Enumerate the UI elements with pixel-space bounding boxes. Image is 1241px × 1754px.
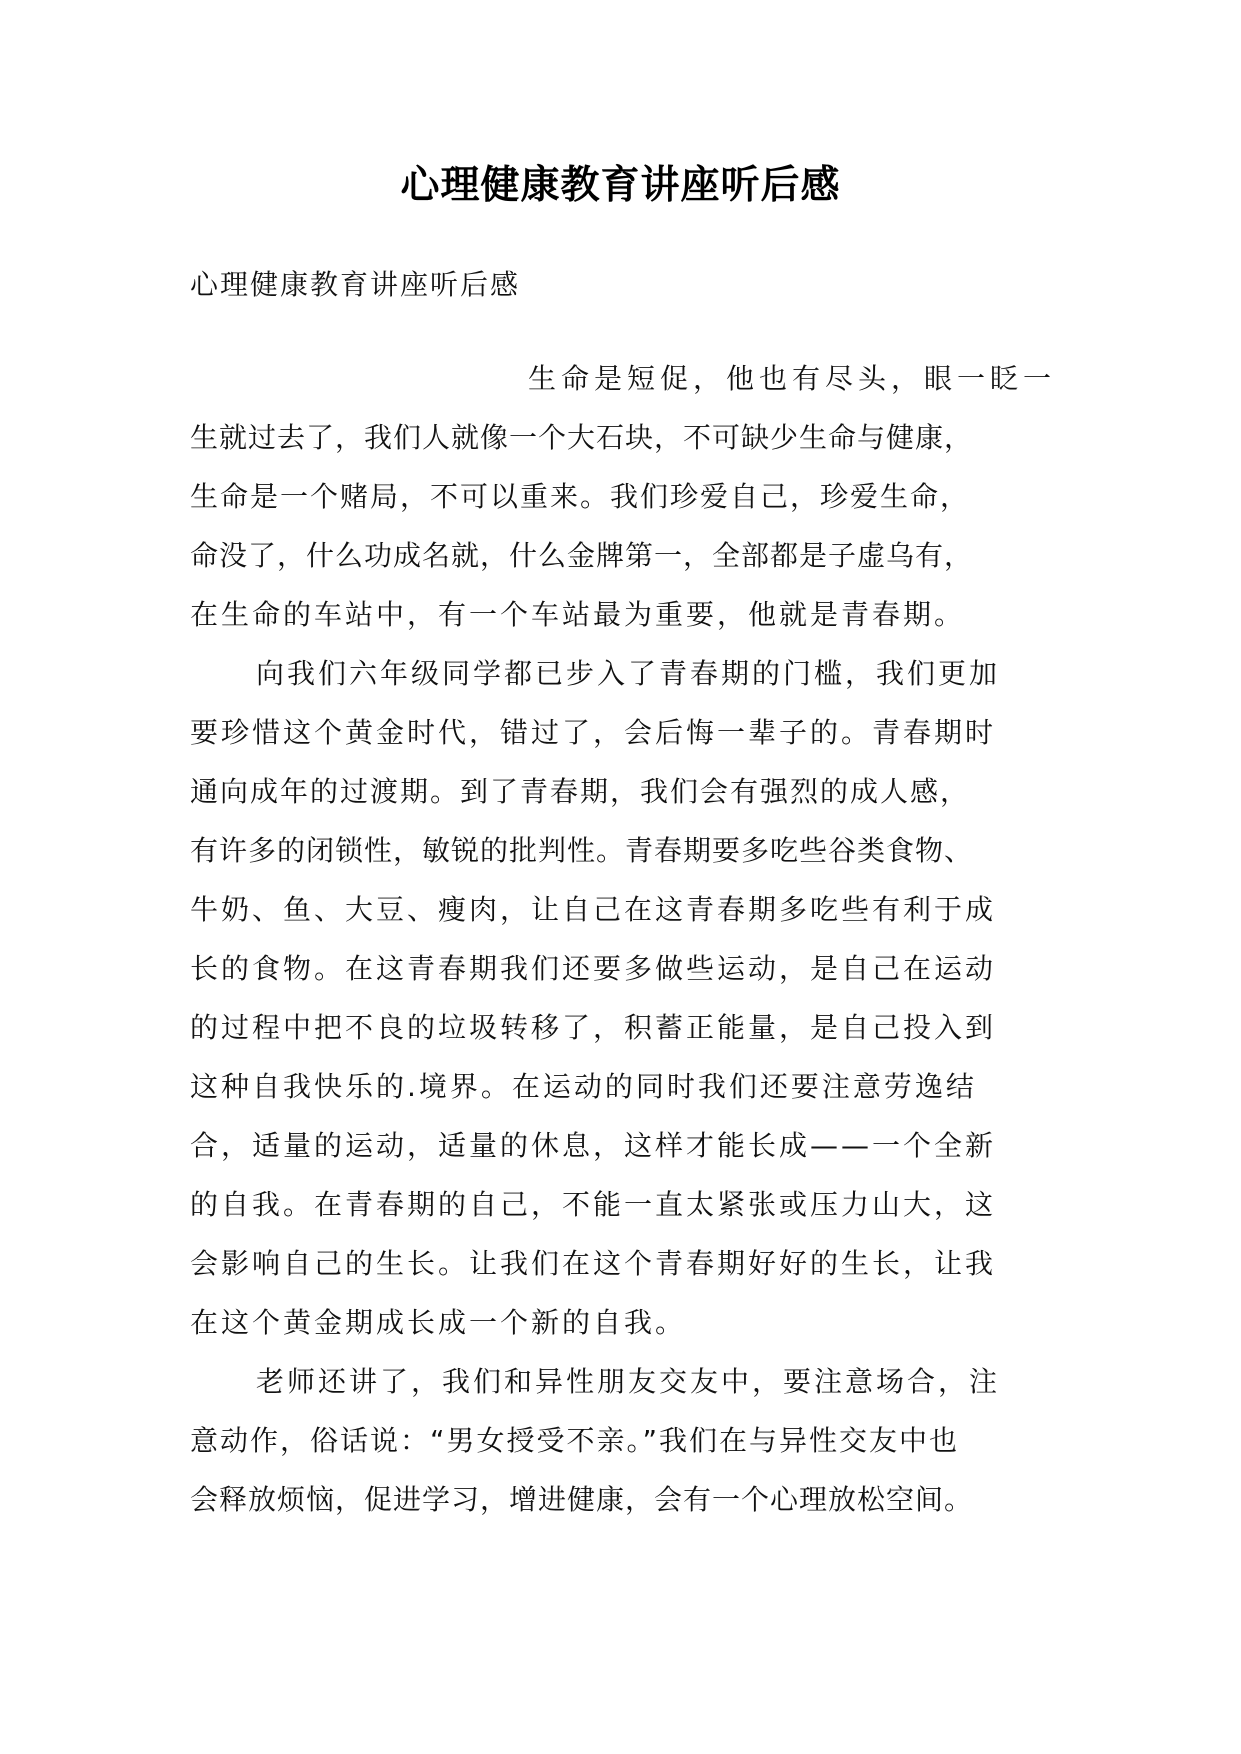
body-line: 通向成年的过渡期。到了青春期，我们会有强烈的成人感，	[190, 775, 971, 808]
body-line: 在生命的车站中，有一个车站最为重要，他就是青春期。	[190, 598, 966, 631]
body-line: 生命是一个赌局，不可以重来。我们珍爱自己，珍爱生命，	[190, 480, 971, 513]
body-line: 会影响自己的生长。让我们在这个青春期好好的生长，让我	[190, 1247, 997, 1280]
body-line: 要珍惜这个黄金时代，错过了，会后悔一辈子的。青春期时	[190, 716, 997, 749]
body-line: 生就过去了，我们人就像一个大石块，不可缺少生命与健康，	[190, 421, 974, 454]
document-subtitle: 心理健康教育讲座听后感	[190, 268, 521, 301]
body-line: 长的食物。在这青春期我们还要多做些运动，是自己在运动	[190, 952, 997, 985]
body-line: 意动作，俗话说：“男女授受不亲。”我们在与异性交友中也	[190, 1424, 960, 1457]
document-title: 心理健康教育讲座听后感	[400, 162, 841, 208]
body-line: 的过程中把不良的垃圾转移了，积蓄正能量，是自己投入到	[190, 1011, 997, 1044]
body-line: 有许多的闭锁性，敏锐的批判性。青春期要多吃些谷类食物、	[190, 834, 974, 867]
body-line: 的自我。在青春期的自己，不能一直太紧张或压力山大，这	[190, 1188, 997, 1221]
body-line: 在这个黄金期成长成一个新的自我。	[190, 1306, 687, 1339]
body-line: 这种自我快乐的.境界。在运动的同时我们还要注意劳逸结	[190, 1070, 977, 1103]
body-line: 向我们六年级同学都已步入了青春期的门槛，我们更加	[256, 657, 1001, 690]
body-line: 合，适量的运动，适量的休息，这样才能长成——一个全新	[190, 1129, 997, 1162]
body-line: 老师还讲了，我们和异性朋友交友中，要注意场合，注	[256, 1365, 1001, 1398]
body-line: 会释放烦恼，促进学习，增进健康，会有一个心理放松空间。	[190, 1483, 974, 1516]
body-line: 牛奶、鱼、大豆、瘦肉，让自己在这青春期多吃些有利于成	[190, 893, 997, 926]
body-line: 命没了，什么功成名就，什么金牌第一，全部都是子虚乌有，	[190, 539, 974, 572]
body-line: 生命是短促，他也有尽头，眼一眨一	[528, 362, 1057, 395]
